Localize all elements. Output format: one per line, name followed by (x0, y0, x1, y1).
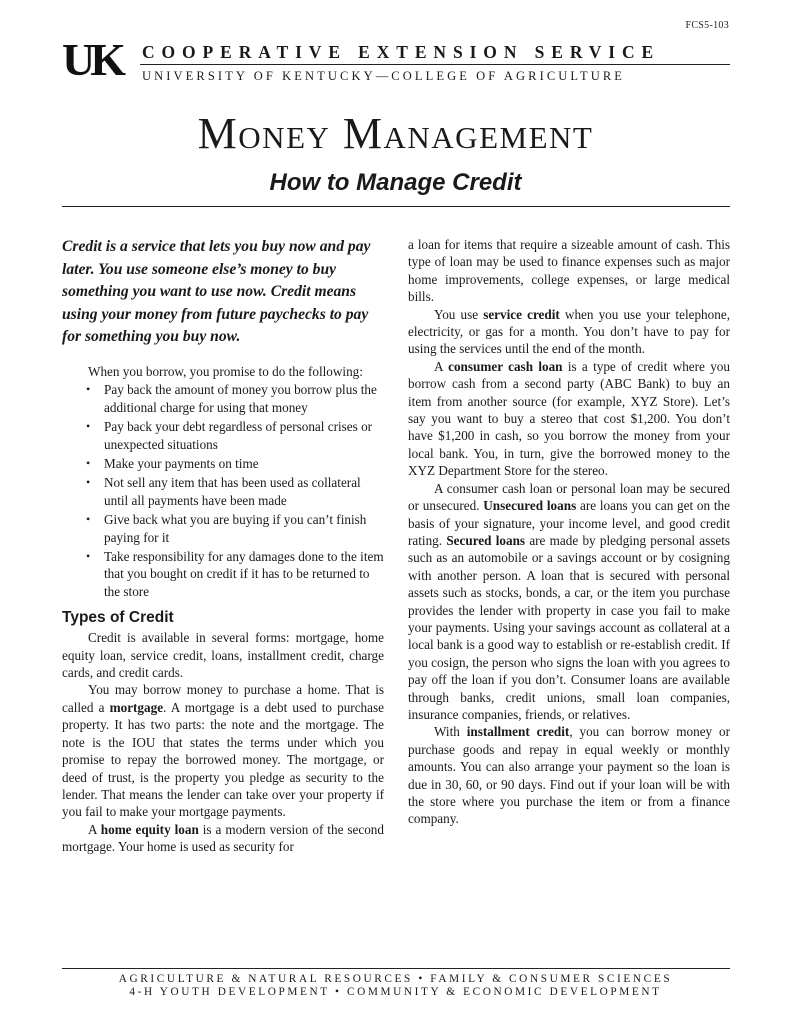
keyword-service-credit: service credit (483, 306, 560, 322)
intro-paragraph: Credit is a service that lets you buy now and pay later. You use someone else’s money to buy something you want to use now. Credit means using your money from future paychecks to pay for something you buy now. (62, 238, 371, 346)
list-item: • Pay back your debt regardless of personal crises or unexpected situations (104, 418, 384, 453)
text-run: is a type of credit where you borrow cash from a second party (ABC Bank) to buy an item from another source (for example, XYZ Store). Let’s say you want to buy a stereo that cost $1,200. You don’t have $1,200 in cash, so you borrow the money from your local bank. You, in turn, give the borrowed money to the XYZ Department Store for the stereo. (408, 358, 730, 479)
page-subtitle: How to Manage Credit (269, 169, 522, 196)
types-paragraph: Credit is available in several forms: mortgage, home equity loan, service credit, loans, installment credit, charge cards, and credit cards. (62, 630, 384, 681)
list-item: • Make your payments on time (104, 455, 384, 472)
keyword-secured-loans: Secured loans (446, 532, 526, 548)
mortgage-paragraph (62, 681, 384, 820)
text-run: With (434, 724, 467, 740)
home-equity-paragraph (62, 821, 384, 856)
org-name: COOPERATIVE EXTENSION SERVICE (142, 42, 661, 62)
keyword-unsecured-loans: Unsecured loans (483, 498, 577, 514)
footer-program-areas-1: AGRICULTURE & NATURAL RESOURCES • FAMILY & CONSUMER SCIENCES (118, 973, 673, 985)
footer-rule (62, 968, 730, 969)
keyword-installment-credit: installment credit (466, 724, 570, 740)
service-credit-paragraph (408, 306, 730, 358)
promise-list (62, 381, 384, 600)
footer-program-areas-2: 4-H YOUTH DEVELOPMENT • COMMUNITY & ECONOMIC DEVELOPMENT (129, 986, 662, 998)
keyword-mortgage: mortgage (109, 699, 164, 715)
text-run: are loans you can get on the basis of your signature, your income level, and good credit rating. (408, 498, 730, 548)
title-rule (62, 206, 730, 207)
text-run: You may borrow money to purchase a home. That is called a (62, 682, 384, 715)
list-item: • Take responsibility for any damages done to the item that you bought on credit if it has to be returned to the store (104, 548, 384, 600)
right-column (408, 236, 730, 828)
text-run: A consumer cash loan or personal loan may be secured or unsecured. (408, 480, 730, 514)
text-run: . A mortgage is a debt used to purchase property. It has two parts: the note and the mortgage. The note is the IOU that states the terms under which you promise to repay the borrowed money. The mortgage, or deed of trust, is the property you pledge as security to the lender. That means the lender can take over your property if you fail to make your mortgage payments. (62, 699, 384, 820)
keyword-consumer-cash-loan: consumer cash loan (448, 358, 563, 374)
text-run: when you use your telephone, electricity, or gas for a month. You don’t have to pay for using the services until the end of the month. (408, 306, 730, 357)
text-run: You use (434, 306, 484, 322)
publication-number: FCS5-103 (685, 20, 729, 31)
list-item: • Not sell any item that has been used as collateral until all payments have been made (104, 474, 384, 509)
consumer-cash-loan-paragraph (408, 358, 730, 480)
text-run: A (434, 358, 449, 374)
text-run: , you can borrow money or purchase goods and repay in equal weekly or monthly amounts. You can also arrange your payment so the loan is due in 30, 60, or 90 days. Find out if your loan will be with the store where you purchase the item or from a finance company. (408, 724, 731, 827)
continued-paragraph: a loan for items that require a sizeable amount of cash. This type of loan may be used to finance expenses such as major home improvements, college expenses, or large medical bills. (408, 237, 730, 305)
text-run: is a modern version of the second mortgage. Your home is used as security for (62, 821, 384, 855)
page-title: Money Management (197, 109, 594, 158)
university-name: UNIVERSITY OF KENTUCKY—COLLEGE OF AGRICULTURE (142, 69, 626, 83)
types-of-credit-heading: Types of Credit (62, 609, 174, 627)
secured-loans-paragraph (408, 480, 730, 724)
left-column (62, 236, 384, 856)
keyword-home-equity-loan: home equity loan (100, 821, 199, 837)
header-rule (140, 64, 730, 65)
text-run: are made by pledging personal assets such as an automobile or a savings account or by cosigning with another person. A loan that is secured with personal assets such as stocks, bonds, a car, or the item you purchase provides the lender with property in case you fail to make your payments. Using your savings account as collateral at a local bank is a good way to establish or re-establish credit. If you cosign, the person who signs the loan with you agrees to pay off the loan if you don’t. Consumer loans are available through banks, credit unions, small loan companies, insurance companies, friends, or relatives. (408, 532, 730, 722)
installment-credit-paragraph (408, 723, 730, 827)
list-item: • Give back what you are buying if you can’t finish paying for it (104, 511, 384, 546)
list-item: • Pay back the amount of money you borrow plus the additional charge for using that money (104, 381, 384, 416)
text-run: A (88, 821, 101, 837)
uk-logo: UK (62, 34, 121, 85)
borrow-intro: When you borrow, you promise to do the following: (88, 363, 363, 379)
